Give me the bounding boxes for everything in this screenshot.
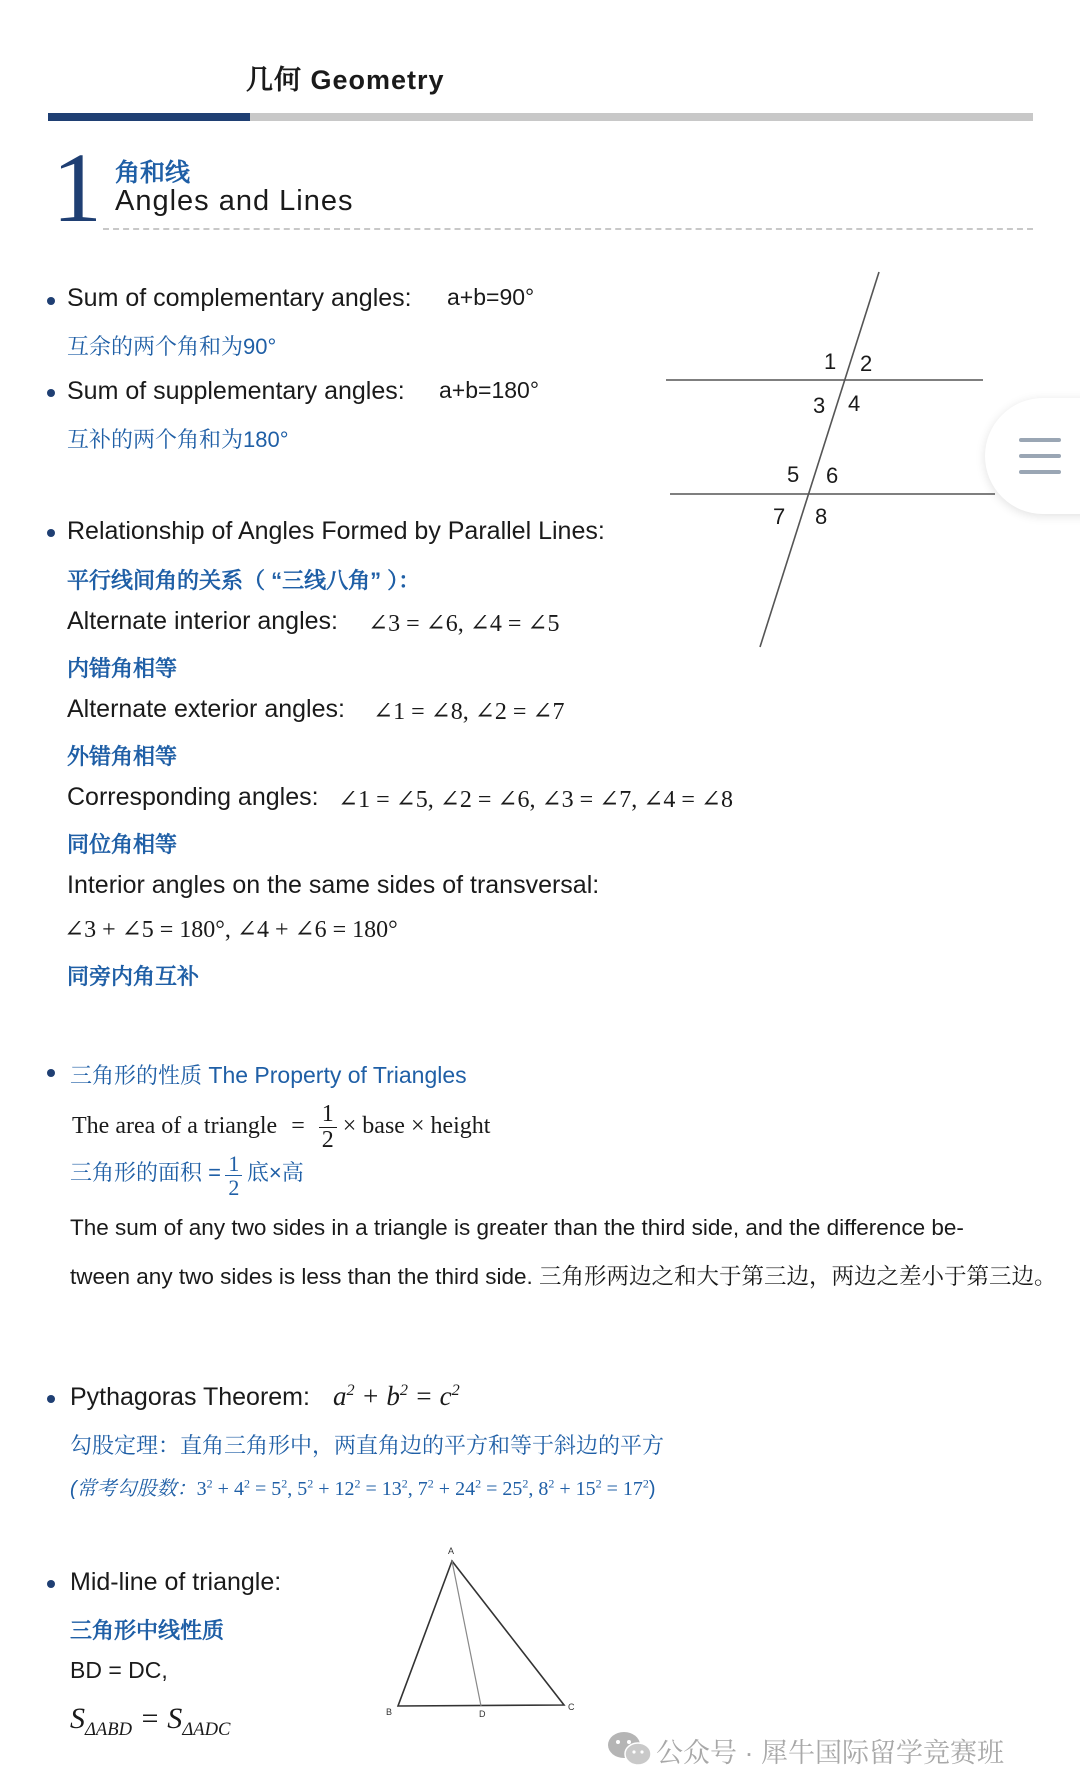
pythagoras-triples xyxy=(70,1472,656,1501)
angle-label-2: 2 xyxy=(860,351,873,376)
fraction-numerator: 1 xyxy=(319,1102,337,1128)
complementary-formula: a+b=90° xyxy=(447,284,535,310)
angle-label-5: 5 xyxy=(787,462,800,487)
angle-label-1: 1 xyxy=(824,349,837,374)
triples-formula: $3^2 + 4^2 = 5^2$, $5^2 + 12^2 = 13^2$, $7^2 + 24^2 = 25^2$, $8^2 + 15^2 = 17^2$ xyxy=(196,1476,649,1500)
triangles-heading-en: The Property of Triangles xyxy=(208,1062,467,1088)
header-accent-rule xyxy=(48,113,250,121)
median-ad xyxy=(452,1561,481,1706)
fraction-denominator: 2 xyxy=(228,1175,240,1201)
vertex-label-c: C xyxy=(568,1702,575,1712)
area-en-equals: = xyxy=(291,1113,305,1140)
pythagoras-formula: $a^2 + b^2 = c^2$ xyxy=(333,1381,460,1411)
transversal-line xyxy=(760,272,879,647)
triangles-heading xyxy=(70,1059,467,1090)
section-title-en: Angles and Lines xyxy=(115,185,354,217)
pythagoras-cn: 勾股定理：直角三角形中，两直角边的平方和等于斜边的平方 xyxy=(70,1433,665,1458)
bullet xyxy=(47,529,55,537)
interior-same-cn: 同旁内角互补 xyxy=(67,964,200,989)
area-cn-label: 三角形的面积 = xyxy=(70,1159,221,1185)
bd-dc: BD = DC, xyxy=(70,1657,168,1683)
area-equality-formula: $S_{\Delta ABD} = S_{\Delta ADC}$ xyxy=(70,1702,231,1740)
parallel-cn-heading: 平行线间角的关系（ “三线八角” ）： xyxy=(67,568,421,593)
angle-label-7: 7 xyxy=(773,504,786,529)
interior-same-label: Interior angles on the same sides of transversal: xyxy=(67,871,600,899)
alt-exterior-formula: ∠1 = ∠8, ∠2 = ∠7 xyxy=(373,699,565,725)
supplementary-formula: a+b=180° xyxy=(439,377,540,403)
vertex-label-a: A xyxy=(448,1546,455,1556)
midline-label: Mid-line of triangle: xyxy=(70,1568,282,1596)
parallel-heading: Relationship of Angles Formed by Parallel Lines: xyxy=(67,517,605,545)
section-title-cn: 角和线 xyxy=(115,159,191,187)
bullet xyxy=(47,1069,55,1077)
triangle-inequality-line1: The sum of any two sides in a triangle is greater than the third side, and the difference be- xyxy=(70,1215,964,1240)
area-formula-cn xyxy=(70,1152,304,1199)
section-number: 1 xyxy=(52,132,102,243)
watermark-text: 公众号 · 犀牛国际留学竞赛班 xyxy=(656,1738,1004,1768)
angle-label-3: 3 xyxy=(813,393,826,418)
bullet xyxy=(47,389,55,397)
corresponding-cn: 同位角相等 xyxy=(67,832,178,857)
fraction-denominator: 2 xyxy=(321,1127,334,1154)
vertex-label-b: B xyxy=(386,1707,393,1717)
corresponding-label: Corresponding angles: xyxy=(67,783,319,811)
wechat-icon xyxy=(607,1730,653,1768)
triples-close: ) xyxy=(648,1478,656,1500)
triangle-inequality-line2: tween any two sides is less than the third side. 三角形两边之和大于第三边，两边之差小于第三边。 xyxy=(70,1264,1057,1289)
bullet xyxy=(47,1580,55,1588)
midline-cn: 三角形中线性质 xyxy=(70,1618,225,1643)
page-title: 几何 Geometry xyxy=(246,65,445,95)
alt-exterior-label: Alternate exterior angles: xyxy=(67,695,345,723)
area-formula-en xyxy=(72,1102,490,1153)
complementary-label: Sum of complementary angles: xyxy=(67,284,412,312)
triangle-abc xyxy=(398,1561,564,1706)
corresponding-formula: ∠1 = ∠5, ∠2 = ∠6, ∠3 = ∠7, ∠4 = ∠8 xyxy=(338,787,734,813)
bullet xyxy=(47,1395,55,1403)
menu-icon xyxy=(1019,438,1061,474)
triangles-heading-cn: 三角形的性质 xyxy=(70,1063,203,1088)
alt-exterior-cn: 外错角相等 xyxy=(67,744,178,769)
triples-label: (常考勾股数： xyxy=(70,1478,197,1500)
vertex-label-d: D xyxy=(479,1709,486,1719)
supplementary-label: Sum of supplementary angles: xyxy=(67,377,405,405)
section-dashed-rule xyxy=(103,228,1033,230)
fraction-half-cn xyxy=(225,1152,242,1199)
pythagoras-label: Pythagoras Theorem: xyxy=(70,1383,310,1411)
area-cn-rest: 底×高 xyxy=(246,1159,304,1185)
complementary-cn: 互余的两个角和为90° xyxy=(67,334,277,359)
alt-interior-formula: ∠3 = ∠6, ∠4 = ∠5 xyxy=(368,611,560,637)
parallel-lines-diagram xyxy=(660,265,1000,655)
area-en-label: The area of a triangle xyxy=(72,1113,278,1140)
fraction-half xyxy=(319,1102,337,1153)
alt-interior-cn: 内错角相等 xyxy=(67,656,178,681)
supplementary-cn: 互补的两个角和为180° xyxy=(67,427,289,452)
fraction-numerator: 1 xyxy=(225,1152,242,1176)
angle-label-4: 4 xyxy=(848,391,861,416)
alt-interior-label: Alternate interior angles: xyxy=(67,607,338,635)
interior-same-formula: ∠3 + ∠5 = 180°, ∠4 + ∠6 = 180° xyxy=(64,917,398,943)
triangle-diagram xyxy=(378,1542,588,1722)
angle-label-6: 6 xyxy=(826,463,839,488)
bullet xyxy=(47,297,55,305)
area-en-rest: × base × height xyxy=(342,1113,491,1140)
angle-label-8: 8 xyxy=(815,504,828,529)
